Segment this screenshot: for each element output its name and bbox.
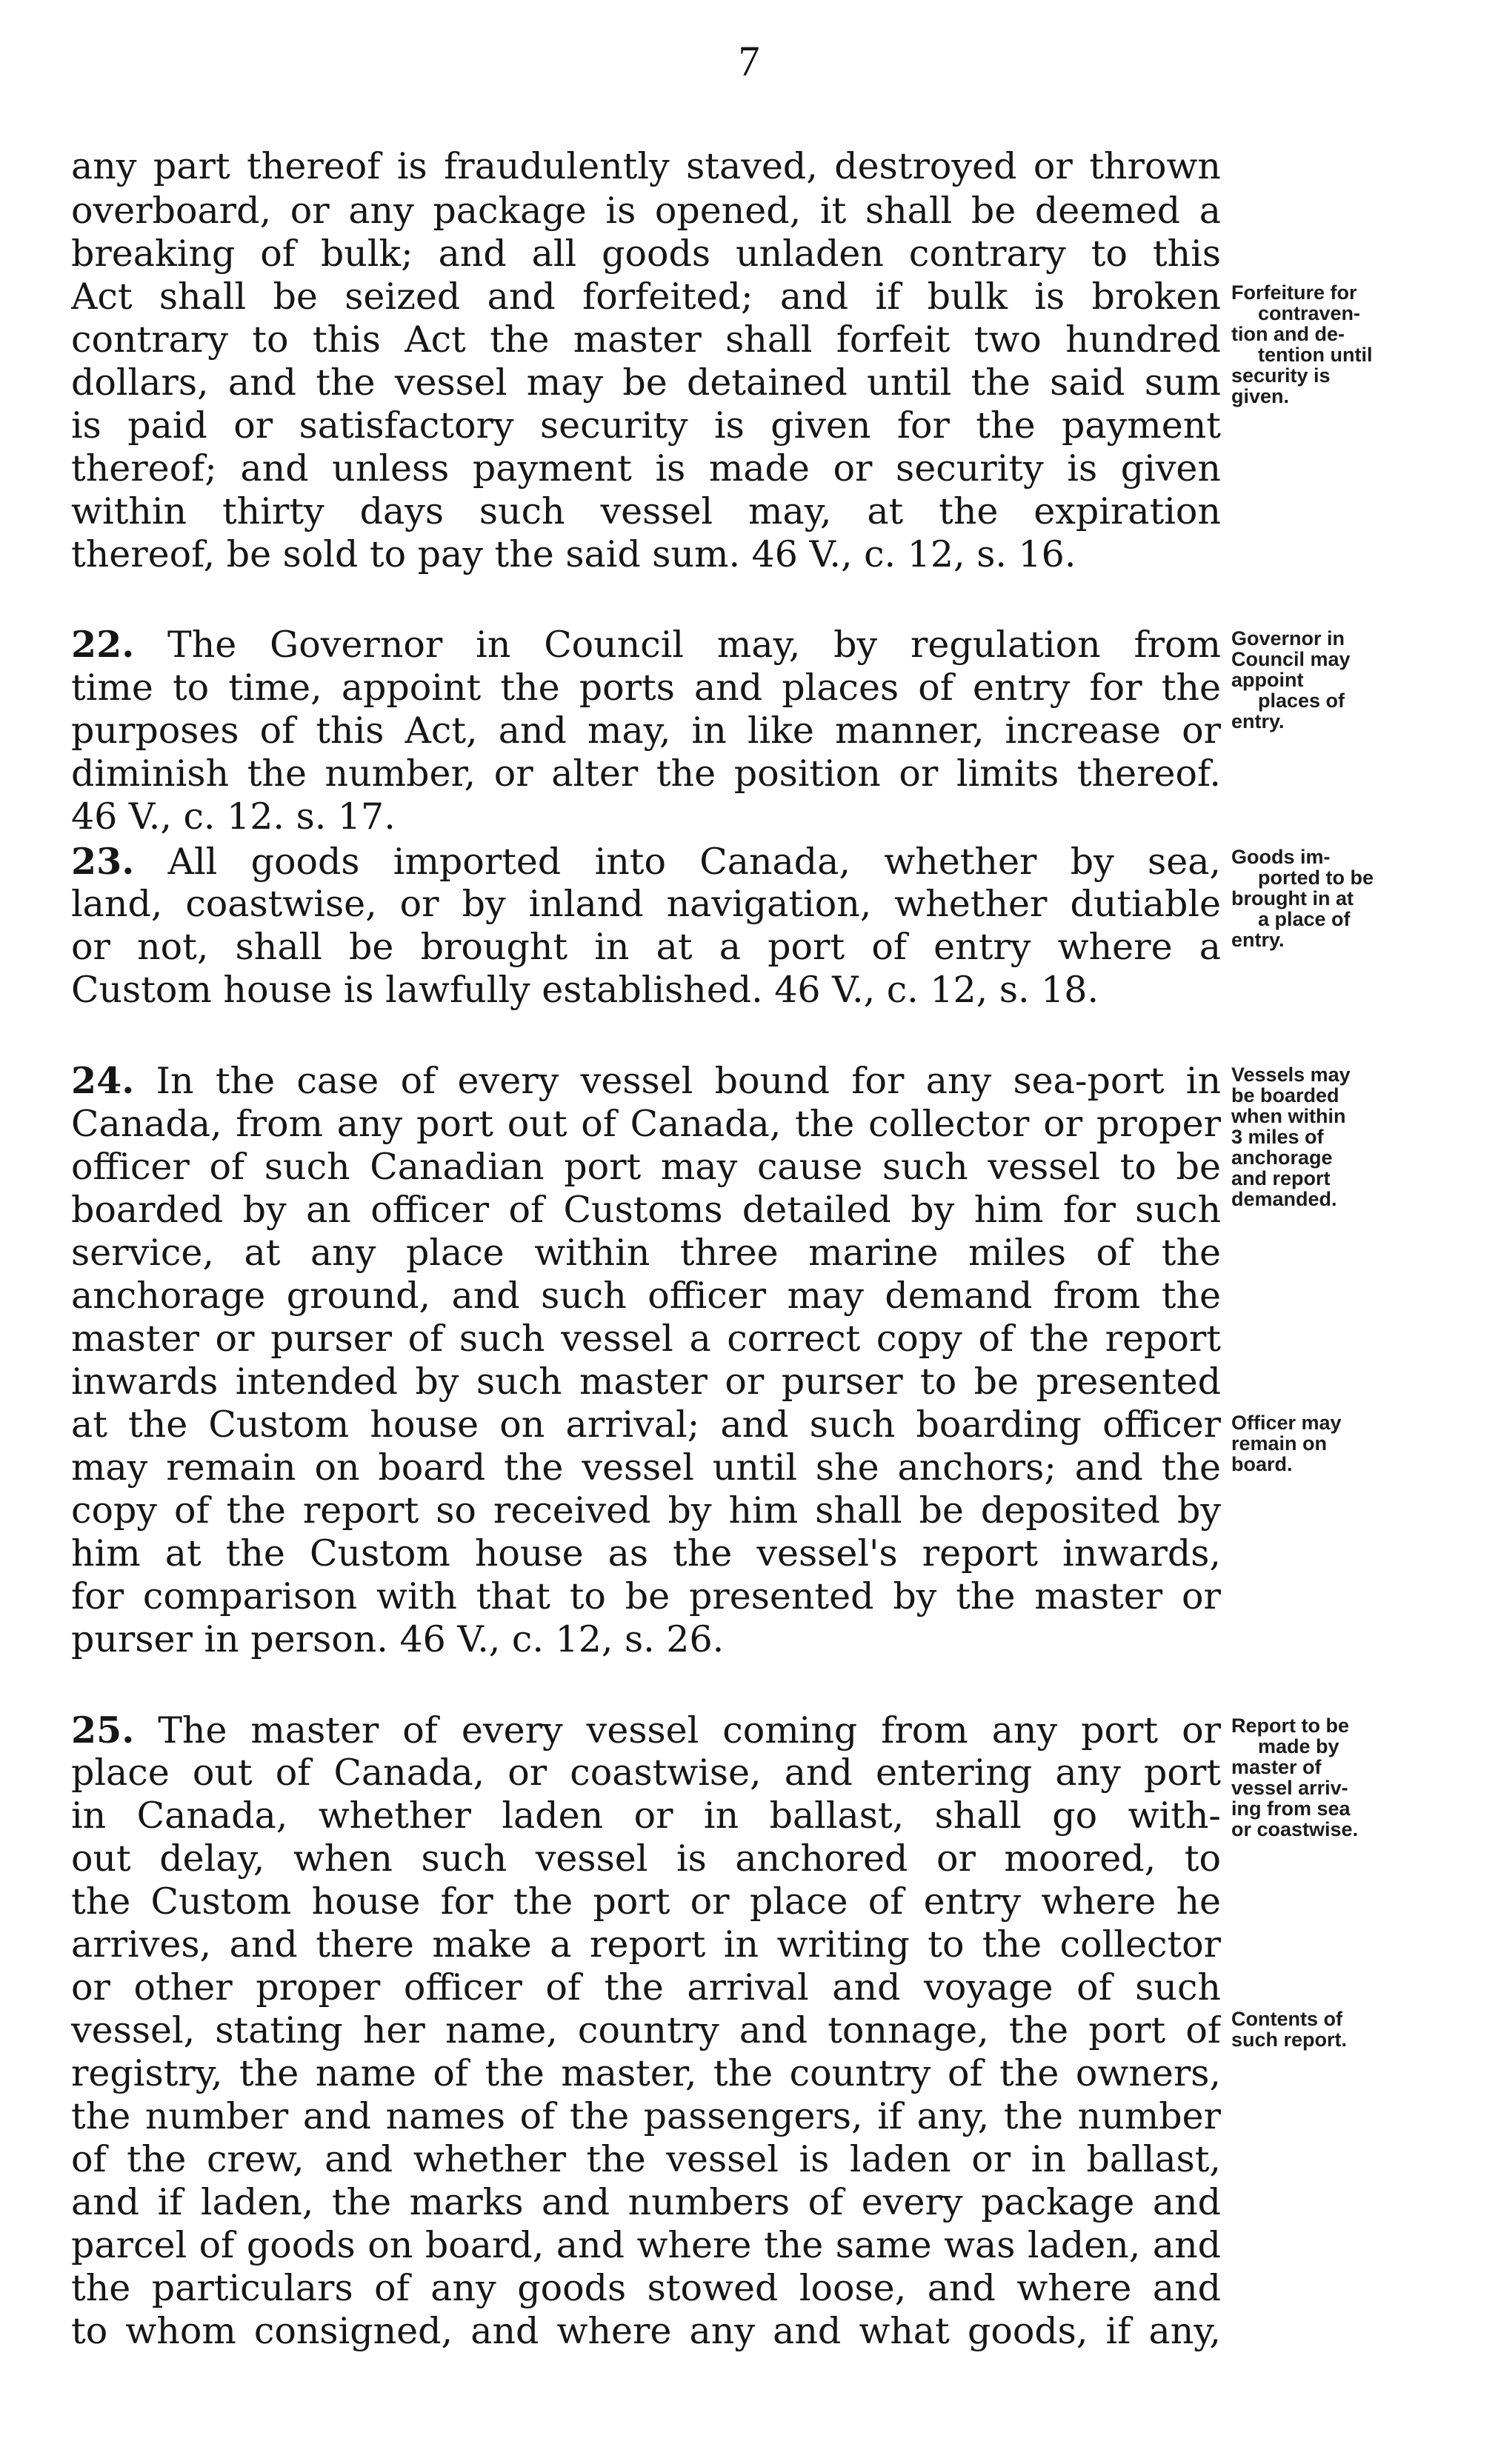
- margin-note-line: appoint: [1231, 669, 1304, 691]
- text-line: registry, the name of the master, the country of the owners,: [71, 2052, 1221, 2094]
- text-line: purposes of this Act, and may, in like manner, increase or: [71, 710, 1221, 752]
- text-line: is paid or satisfactory security is given for the payment: [71, 404, 1221, 447]
- text-line: out delay, when such vessel is anchored or moored, to: [71, 1837, 1221, 1880]
- text-line: or not, shall be brought in at a port of entry where a: [71, 926, 1221, 968]
- text-line: the particulars of any goods stowed loose, and where and: [71, 2267, 1221, 2309]
- text-line: parcel of goods on board, and where the same was laden, and: [71, 2224, 1221, 2266]
- margin-note-line: Vessels may: [1231, 1064, 1351, 1086]
- margin-note-line: made by: [1258, 1735, 1339, 1757]
- margin-note-line: contraven-: [1258, 302, 1361, 324]
- section-number: 23.: [71, 840, 135, 883]
- text-line: within thirty days such vessel may, at the expiration: [71, 490, 1221, 532]
- text-line: anchorage ground, and such officer may demand from the: [71, 1275, 1221, 1317]
- margin-note-line: or coastwise.: [1231, 1818, 1359, 1840]
- margin-note-line: a place of: [1258, 908, 1351, 930]
- text-line: the number and names of the passengers, if any, the number: [71, 2095, 1221, 2137]
- text-line: or other proper officer of the arrival and voyage of such: [71, 1966, 1221, 2009]
- margin-note-line: ing from sea: [1231, 1797, 1351, 1820]
- text-line: at the Custom house on arrival; and such boarding officer: [71, 1403, 1221, 1446]
- text-line: vessel, stating her name, country and tonnage, the port of: [71, 2009, 1221, 2051]
- text-line: overboard, or any package is opened, it shall be deemed a: [71, 190, 1221, 232]
- text-line: of the crew, and whether the vessel is laden or in ballast,: [71, 2138, 1221, 2180]
- text-line: [71, 622, 1221, 667]
- margin-note-line: vessel arriv-: [1231, 1777, 1348, 1799]
- margin-note-line: security is: [1231, 364, 1331, 387]
- text-line: boarded by an officer of Customs detailed by him for such: [71, 1189, 1221, 1231]
- text-line: diminish the number, or alter the position or limits thereof.: [71, 752, 1221, 795]
- margin-note-line: ported to be: [1258, 867, 1374, 889]
- margin-note-line: places of: [1258, 690, 1345, 712]
- text-line: for comparison with that to be presented by the master or: [71, 1575, 1221, 1617]
- margin-note-line: board.: [1231, 1453, 1293, 1475]
- margin-note-line: master of: [1231, 1756, 1322, 1778]
- text-line: 46 V., c. 12. s. 17.: [71, 795, 396, 838]
- text-line: place out of Canada, or coastwise, and entering any port: [71, 1752, 1221, 1794]
- margin-note-governor: [1231, 628, 1476, 732]
- margin-note-line: brought in at: [1231, 887, 1354, 909]
- margin-note-line: Contents of: [1231, 2008, 1342, 2030]
- margin-note-line: when within: [1231, 1105, 1346, 1127]
- text-span: In the case of every vessel bound for any sea-port in: [134, 1060, 1221, 1102]
- text-line: officer of such Canadian port may cause such vessel to be: [71, 1146, 1221, 1188]
- text-line: Act shall be seized and forfeited; and if bulk is broken: [71, 276, 1221, 318]
- section-number: 24.: [71, 1059, 135, 1102]
- margin-note-line: demanded.: [1231, 1188, 1337, 1210]
- margin-note-line: Officer may: [1231, 1412, 1342, 1434]
- margin-note-forfeiture: [1231, 282, 1476, 407]
- margin-note-line: tention until: [1258, 344, 1373, 366]
- text-line: inwards intended by such master or purser to be presented: [71, 1360, 1221, 1403]
- text-line: the Custom house for the port or place of entry where he: [71, 1880, 1221, 1923]
- text-line: land, coastwise, or by inland navigation, whether dutiable: [71, 883, 1221, 925]
- margin-note-line: Goods im-: [1231, 846, 1331, 868]
- text-line: service, at any place within three marine miles of the: [71, 1232, 1221, 1274]
- text-span: The Governor in Council may, by regulation from: [134, 624, 1221, 666]
- text-line: and if laden, the marks and numbers of every package and: [71, 2181, 1221, 2223]
- text-line: purser in person. 46 V., c. 12, s. 26.: [71, 1618, 725, 1660]
- margin-note-line: Governor in: [1231, 627, 1345, 650]
- text-span: The master of every vessel coming from any port or: [134, 1709, 1221, 1752]
- text-line: copy of the report so received by him shall be deposited by: [71, 1489, 1221, 1532]
- text-line: [71, 1708, 1221, 1752]
- text-line: time to time, appoint the ports and places of entry for the: [71, 667, 1221, 709]
- text-line: may remain on board the vessel until she anchors; and the: [71, 1446, 1221, 1489]
- text-line: thereof, be sold to pay the said sum. 46 V., c. 12, s. 16.: [71, 533, 1076, 575]
- section-number: 25.: [71, 1709, 135, 1752]
- text-line: Canada, from any port out of Canada, the collector or proper: [71, 1103, 1221, 1145]
- section-number: 22.: [71, 623, 135, 666]
- text-line: to whom consigned, and where any and what goods, if any,: [71, 2310, 1221, 2352]
- text-line: in Canada, whether laden or in ballast, shall go with-: [71, 1794, 1221, 1837]
- margin-note-line: anchorage: [1231, 1146, 1333, 1169]
- margin-note-line: Council may: [1231, 648, 1351, 670]
- margin-note-line: Forfeiture for: [1231, 281, 1357, 304]
- text-line: [71, 1058, 1221, 1103]
- margin-note-line: such report.: [1231, 2029, 1348, 2051]
- text-line: thereof; and unless payment is made or security is given: [71, 447, 1221, 490]
- margin-note-line: tion and de-: [1231, 323, 1345, 345]
- margin-note-line: remain on: [1231, 1432, 1328, 1455]
- margin-note-line: 3 miles of: [1231, 1126, 1324, 1148]
- margin-note-line: entry.: [1231, 929, 1285, 951]
- margin-note-report-by-master: [1231, 1715, 1476, 1840]
- margin-note-goods-imported: [1231, 847, 1476, 950]
- margin-note-line: and report: [1231, 1167, 1331, 1189]
- text-line: contrary to this Act the master shall forfeit two hundred: [71, 318, 1221, 361]
- margin-note-officer-remain: [1231, 1412, 1476, 1475]
- text-span: All goods imported into Canada, whether by sea,: [134, 841, 1221, 883]
- margin-note-vessels-boarded: [1231, 1064, 1476, 1209]
- text-line: Custom house is lawfully established. 46 V., c. 12, s. 18.: [71, 969, 1099, 1011]
- text-line: dollars, and the vessel may be detained until the said sum: [71, 361, 1221, 404]
- margin-note-line: given.: [1231, 385, 1290, 407]
- margin-note-line: entry.: [1231, 710, 1285, 732]
- margin-note-line: be boarded: [1231, 1084, 1339, 1106]
- text-line: him at the Custom house as the vessel's report inwards,: [71, 1532, 1221, 1575]
- margin-note-contents-report: [1231, 2009, 1476, 2050]
- text-line: breaking of bulk; and all goods unladen contrary to this: [71, 233, 1221, 275]
- text-line: arrives, and there make a report in writing to the collector: [71, 1923, 1221, 1966]
- page-number: 7: [738, 37, 760, 85]
- text-line: [71, 839, 1221, 884]
- margin-note-line: Report to be: [1231, 1715, 1349, 1737]
- text-line: master or purser of such vessel a correct copy of the report: [71, 1318, 1221, 1360]
- text-line: any part thereof is fraudulently staved, destroyed or thrown: [71, 145, 1221, 187]
